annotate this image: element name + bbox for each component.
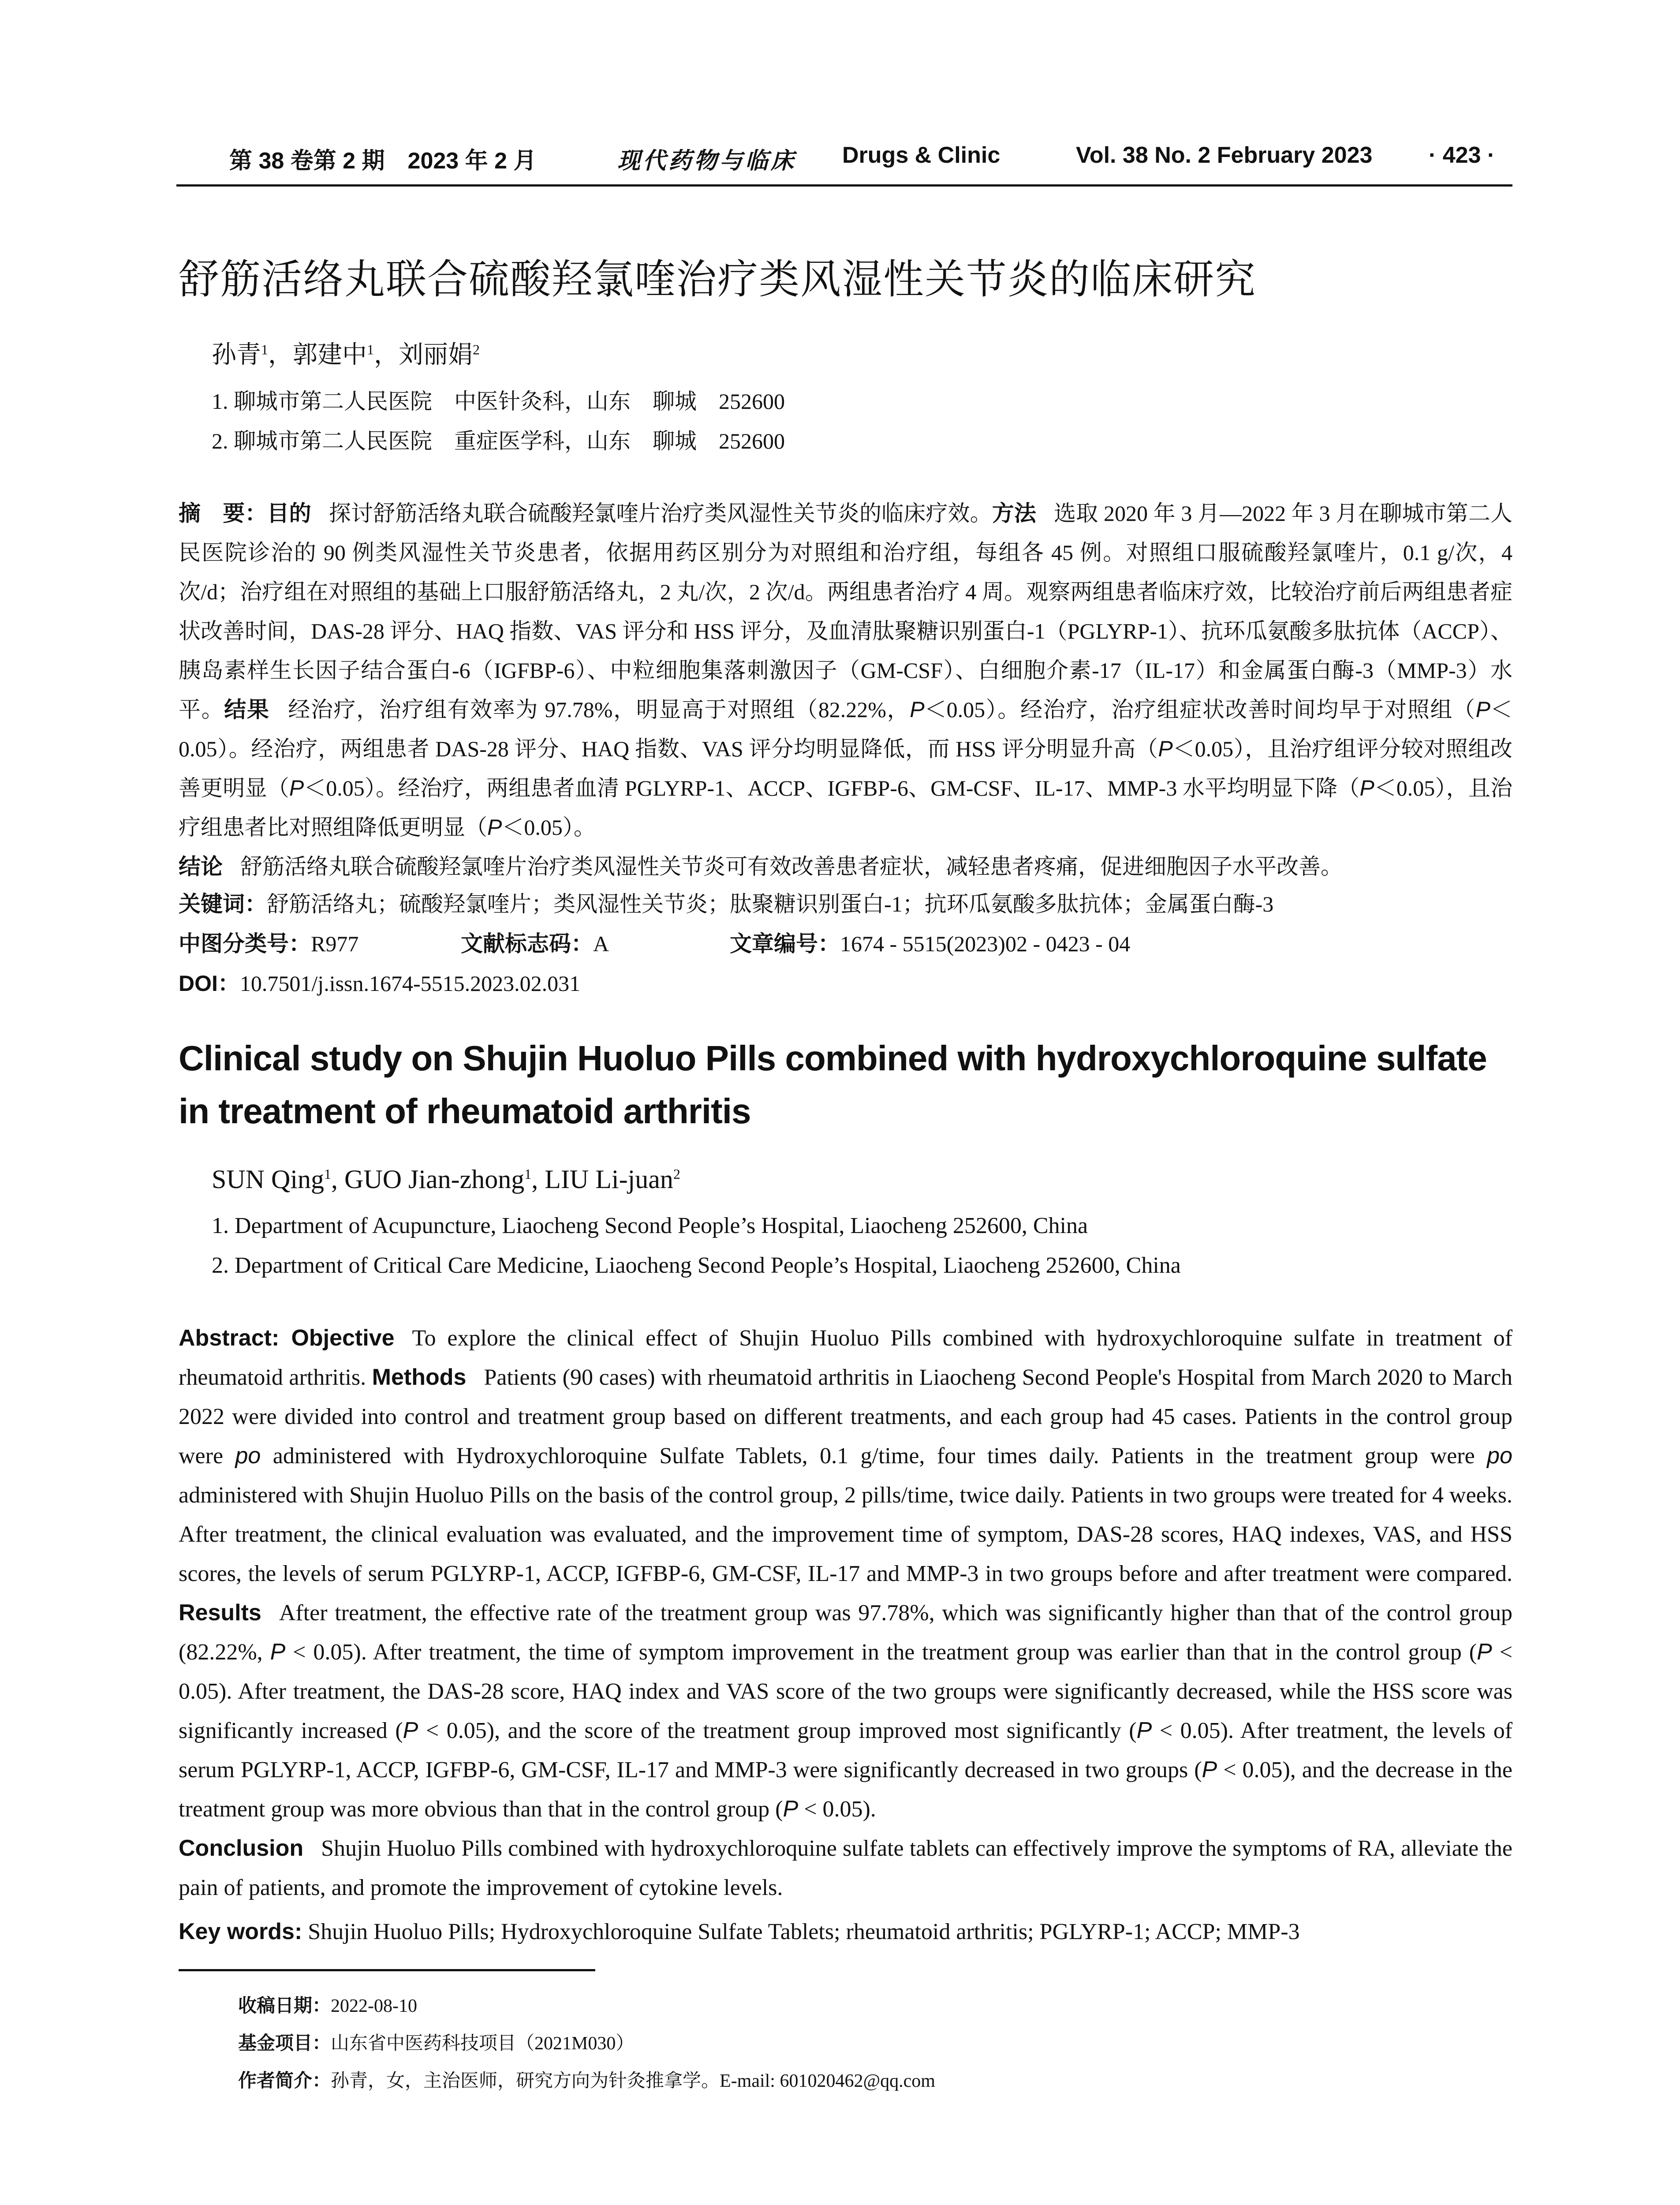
methods-text-cn: 选取 2020 年 3 月—2022 年 3 月在聊城市第二人民医院诊治的 90 例类风湿性关节炎患者，依据用药区别分为对照组和治疗组，每组各 45 例。对照组口服硫酸羟氯喹片，0.1 g/次，4 次/d；治疗组在对照组的基础上口服舒筋活络丸，2 丸/次，2 次/d。两组患者治疗 4 周。观察两组患者临床疗效，比较治疗前后两组患者症状改善时间，DAS-28 评分、HAQ 指数、VAS 评分和 HSS 评分，及血清肽聚糖识别蛋白-1（PGLYRP-1）、抗环瓜氨酸多肽抗体（ACCP）、胰岛素样生长因子结合蛋白-6（IGFBP-6）、中粒细胞集落刺激因子（GM-CSF）、白细胞介素-17（IL-17）和金属蛋白酶-3（MMP-3）水平。 (179, 501, 1513, 722)
fund-label: 基金项目： (238, 2033, 331, 2053)
clc-code: R977 (311, 931, 359, 956)
author-name: 刘丽娟 (399, 341, 473, 369)
objective-text-en: To explore the clinical effect of Shujin Huoluo Pills combined with hydroxychloroquine sulfate in treatment of rheumatoid arthritis. (179, 1326, 1513, 1390)
results-text-cn: ＜0.05）。经治疗，治疗组症状改善时间均早于对照组（ (924, 697, 1476, 722)
page-number: · 423 · (1429, 142, 1495, 168)
classification-line (179, 926, 1130, 958)
results-text-cn: ＜0.05）。经治疗，两组患者 DAS-28 评分、HAQ 指数、VAS 评分均明显降低，而 HSS 评分明显升高（ (179, 697, 1513, 761)
results-label-en: Results (179, 1600, 261, 1626)
footnote-fund (238, 2029, 634, 2055)
results-text-en: < 0.05), and the decrease in the treatment group was more obvious than that in the control group ( (179, 1757, 1512, 1822)
title-cn: 舒筋活络丸联合硫酸羟氯喹治疗类风湿性关节炎的临床研究 (179, 257, 1257, 302)
author-separator: , (331, 1165, 345, 1194)
methods-text-en: administered with Shujin Huoluo Pills on the basis of the control group, 2 pills/time, twice daily. Patients in two groups were treated for 4 weeks. After treatment, the clinical evaluation was evaluated, and the improvement time of symptom, DAS-28 scores, HAQ indexes, VAS, and HSS scores, the levels of serum PGLYRP-1, ACCP, IGFBP-6, GM-CSF, IL-17 and MMP-3 in two groups before and after treatment were compared. (179, 1483, 1512, 1586)
results-text-cn: 经治疗，治疗组有效率为 97.78%，明显高于对照组（82.22%， (287, 697, 910, 722)
results-text-en: < 0.05). After treatment, the levels of serum PGLYRP-1, ACCP, IGFBP-6, GM-CSF, IL-17 and MMP-3 were significantly decreased in two groups ( (179, 1718, 1513, 1783)
p-value-symbol: P (1158, 736, 1173, 761)
p-value-symbol: P (1359, 776, 1374, 800)
footnote-received (238, 1991, 417, 2018)
results-text-cn: ＜0.05），且治疗组评分较对照组改善更明显（ (179, 736, 1513, 800)
author-affiliation-mark: 1 (524, 1166, 532, 1182)
keywords-cn (179, 886, 1273, 918)
results-text-en: < 0.05). After treatment, the DAS-28 score, HAQ index and VAS score of the two groups were significantly decreased, while the HSS score was significantly increased ( (179, 1640, 1513, 1743)
journal-name-cn: 现代药物与临床 (617, 149, 797, 174)
affiliation-en-2: 2. Department of Critical Care Medicine, Liaocheng Second People’s Hospital, Liaocheng 252600, China (212, 1253, 1181, 1278)
article-id-label: 文章编号： (730, 931, 840, 956)
title-en: Clinical study on Shujin Huoluo Pills combined with hydroxychloroquine sulfate in treatment of rheumatoid arthritis (179, 1039, 1487, 1131)
author-bio-label: 作者简介： (238, 2070, 331, 2091)
doi-link[interactable]: 10.7501/j.issn.1674-5515.2023.02.031 (239, 971, 581, 996)
affiliation-cn-1: 1. 聊城市第二人民医院 中医针灸科，山东 聊城 252600 (212, 389, 785, 414)
methods-text-en: administered with Hydroxychloroquine Sulfate Tablets, 0.1 g/time, four times daily. Patients in the treatment group were (273, 1443, 1475, 1469)
doi-label: DOI： (179, 971, 240, 996)
abstract-en (179, 1319, 1512, 1907)
abstract-label-cn: 摘 要： (179, 501, 267, 526)
author-affiliation-mark: 2 (673, 1166, 680, 1182)
results-text-en: < 0.05), and the score of the treatment group improved most significantly ( (426, 1718, 1137, 1743)
p-value-symbol: P (1136, 1718, 1152, 1743)
results-text-en: After treatment, the effective rate of the treatment group was 97.78%, which was significantly higher than that of the control group (82.22%, (179, 1600, 1512, 1665)
keywords-en (179, 1918, 1512, 1945)
author-affiliation-mark: 1 (261, 341, 268, 358)
author-bio-text: 孙青，女，主治医师，研究方向为针灸推拿学。E-mail: 601020462@qq.com (331, 2071, 935, 2091)
keywords-text-cn: 舒筋活络丸；硫酸羟氯喹片；类风湿性关节炎；肽聚糖识别蛋白-1；抗环瓜氨酸多肽抗体；金属蛋白酶-3 (267, 892, 1274, 916)
p-value-symbol: P (1477, 1639, 1492, 1665)
p-value-symbol: P (783, 1796, 799, 1822)
abstract-cn (179, 494, 1512, 886)
keywords-label-cn: 关键词： (179, 892, 267, 916)
authors-en (212, 1164, 680, 1195)
conclusion-label-en: Conclusion (179, 1835, 304, 1861)
keywords-label-en: Key words: (179, 1919, 302, 1944)
clc-label: 中图分类号： (179, 931, 311, 956)
received-label: 收稿日期： (238, 1995, 331, 2016)
p-value-symbol: P (270, 1639, 286, 1665)
abstract-label-en: Abstract: Objective (179, 1325, 395, 1351)
objective-label-cn: 目的 (267, 501, 311, 526)
results-text-en: < 0.05). After treatment, the time of symptom improvement in the treatment group was earlier than that in the control group ( (293, 1640, 1477, 1665)
methods-label-cn: 方法 (992, 501, 1036, 526)
p-value-symbol: P (403, 1718, 418, 1743)
results-text-cn: ＜0.05）。经治疗，两组患者血清 PGLYRP-1、ACCP、IGFBP-6、GM-CSF、IL-17、MMP-3 水平均明显下降（ (304, 776, 1360, 800)
affiliation-cn-2: 2. 聊城市第二人民医院 重症医学科，山东 聊城 252600 (212, 429, 785, 453)
p-value-symbol: P (1475, 697, 1491, 722)
author-affiliation-mark: 2 (473, 341, 480, 358)
methods-label-en: Methods (372, 1364, 467, 1390)
p-value-symbol: P (289, 776, 304, 800)
author-name: GUO Jian-zhong (344, 1165, 525, 1194)
p-value-symbol: P (1202, 1757, 1217, 1783)
author-separator: ， (374, 341, 399, 369)
volume-info-en: Vol. 38 No. 2 February 2023 (1076, 142, 1373, 168)
doc-code-label: 文献标志码： (461, 931, 593, 956)
keywords-text-en: Shujin Huoluo Pills; Hydroxychloroquine Sulfate Tablets; rheumatoid arthritis; PGLYRP-1; ACCP; MMP-3 (308, 1919, 1300, 1944)
p-value-symbol: P (487, 815, 502, 840)
author-name: 郭建中 (293, 341, 367, 369)
footnote-divider (179, 1969, 595, 1971)
authors-cn (212, 335, 480, 370)
author-separator: ， (268, 341, 293, 369)
conclusion-label-cn: 结论 (179, 854, 223, 879)
running-header (176, 140, 1512, 187)
results-label-cn: 结果 (224, 697, 270, 722)
conclusion-text-en: Shujin Huoluo Pills combined with hydroxychloroquine sulfate tablets can effectively improve the symptoms of RA, alleviate the pain of patients, and promote the improvement of cytokine levels. (179, 1836, 1512, 1900)
author-affiliation-mark: 1 (324, 1166, 332, 1182)
author-name: SUN Qing (212, 1165, 325, 1194)
author-affiliation-mark: 1 (367, 341, 374, 358)
po-term: po (1487, 1443, 1512, 1469)
results-text-cn: ＜0.05），且治疗组患者比对照组降低更明显（ (179, 776, 1513, 840)
received-date: 2022-08-10 (331, 1996, 417, 2016)
journal-name-en: Drugs & Clinic (842, 142, 1001, 168)
po-term: po (235, 1443, 261, 1469)
issue-date-cn: 第 38 卷第 2 期 2023 年 2 月 (229, 148, 537, 174)
doc-code: A (593, 931, 609, 956)
methods-text-en: Patients (90 cases) with rheumatoid arthritis in Liaocheng Second People's Hospital from March 2020 to March 2022 were divided into control and treatment group based on different treatments, and each group had 45 cases. Patients in the control group were (179, 1365, 1512, 1469)
footnote-author (238, 2066, 935, 2093)
fund-text: 山东省中医药科技项目（2021M030） (331, 2033, 635, 2054)
doi-line (179, 966, 580, 998)
affiliation-en-1: 1. Department of Acupuncture, Liaocheng Second People’s Hospital, Liaocheng 252600, China (212, 1213, 1088, 1238)
results-text-cn: ＜0.05）。 (502, 815, 596, 840)
author-name: 孙青 (212, 341, 261, 369)
author-separator: , (531, 1165, 545, 1194)
article-id: 1674 - 5515(2023)02 - 0423 - 04 (840, 931, 1131, 956)
author-name: LIU Li-juan (545, 1165, 673, 1194)
results-text-en: < 0.05). (804, 1797, 876, 1822)
p-value-symbol: P (910, 697, 925, 722)
objective-text-cn: 探讨舒筋活络丸联合硫酸羟氯喹片治疗类风湿性关节炎的临床疗效。 (329, 501, 992, 526)
conclusion-text-cn: 舒筋活络丸联合硫酸羟氯喹片治疗类风湿性关节炎可有效改善患者症状，减轻患者疼痛，促进细胞因子水平改善。 (240, 854, 1343, 879)
